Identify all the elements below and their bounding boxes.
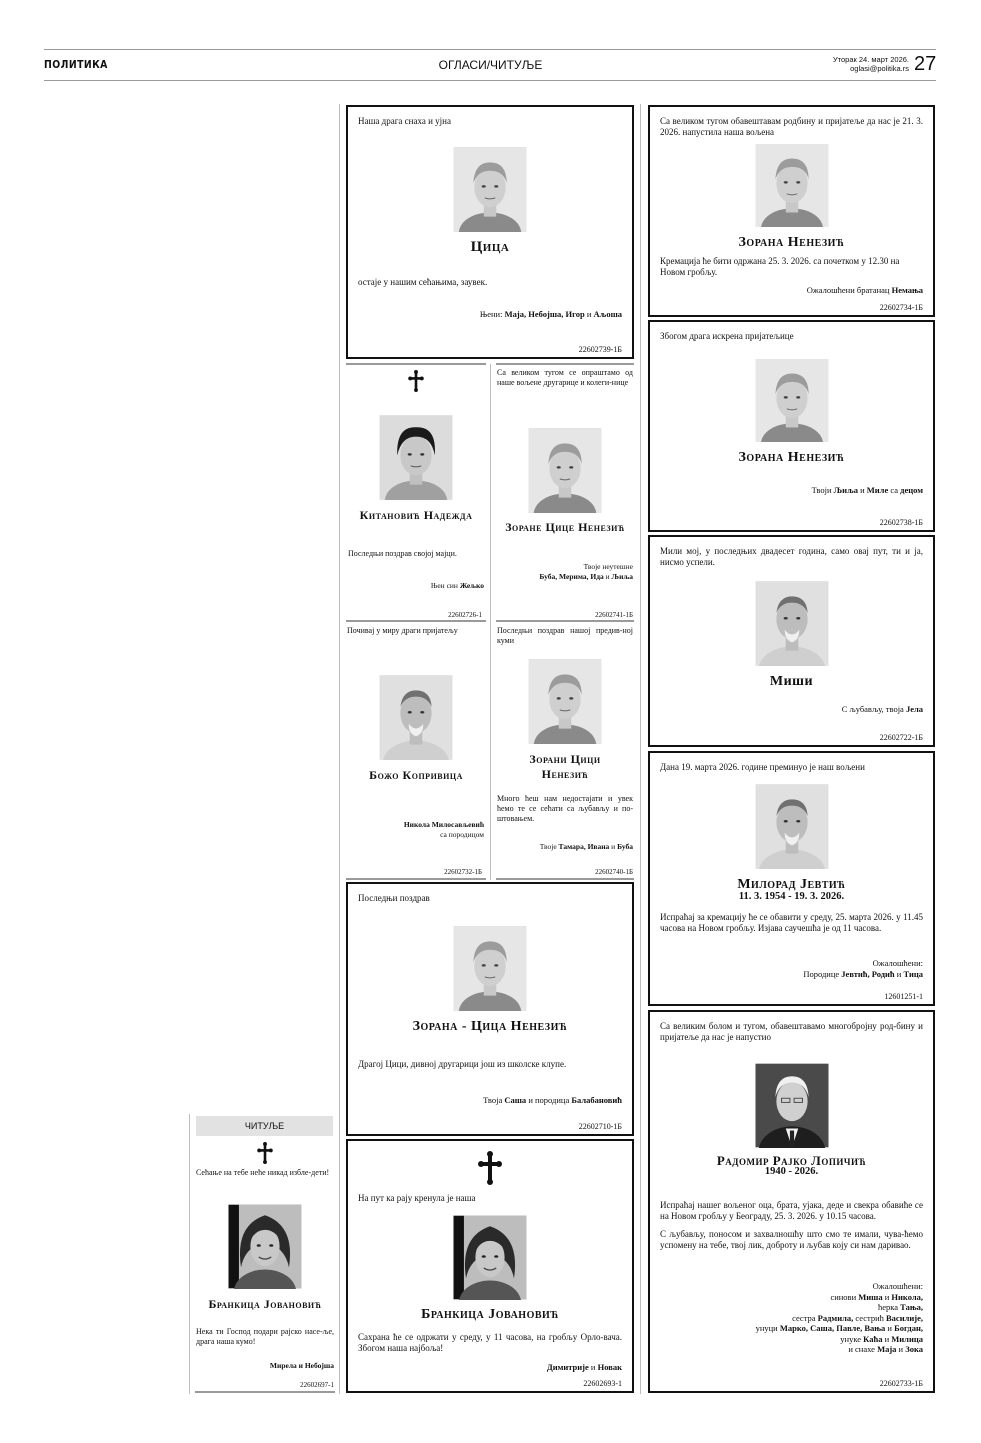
mourner-name: Радмила, (817, 1312, 854, 1323)
mourner-relation: унуке (840, 1333, 864, 1344)
obituary-intro: Дана 19. марта 2026. године преминуо је наш вољени (660, 762, 865, 772)
obituary-milorad-jevtic (648, 751, 935, 1006)
mourner-line (660, 1344, 923, 1355)
deceased-name: Бранкица Јовановић (208, 1297, 322, 1311)
ad-code: 22602733-1Б (879, 1379, 923, 1388)
newspaper-logo[interactable]: ПОЛИТИКА (44, 58, 108, 71)
mourner-name: Никола, (891, 1291, 923, 1302)
divider-rule (346, 878, 486, 880)
deceased-name: Милорад Јевтић (737, 877, 846, 892)
ad-code: 22602693-1 (583, 1379, 622, 1388)
ad-code: 22602741-1Б (595, 611, 633, 619)
sig-text: и (588, 1362, 598, 1372)
sig-names: Тица (903, 968, 923, 979)
sig-names: Љиља (833, 485, 858, 495)
name-line: Зорани Цици (529, 752, 601, 766)
orthodox-cross-icon (478, 1151, 502, 1185)
obituary-signature (358, 1095, 622, 1106)
section-title: ОГЛАСИ/ЧИТУЉЕ (438, 58, 543, 72)
sig-text: и (609, 842, 618, 851)
header-bottom-rule (44, 80, 936, 81)
mourner-name: Марко, Саша, Павле, Вања (779, 1323, 886, 1333)
obituary-signature (506, 842, 633, 852)
obituary-signature: Мирела и Небојша (269, 1361, 334, 1370)
obituary-text: Сахрана ће се одржати у среду, у 11 часова, на гробљу Орло-вача. Збогом наша најбоља! (358, 1332, 622, 1353)
portrait-photo (529, 659, 602, 744)
mourner-line (660, 1323, 923, 1334)
obituary-signature (358, 309, 622, 320)
sig-text: и (894, 968, 904, 979)
portrait-photo (755, 359, 828, 442)
ad-code: 22602710-1Б (578, 1122, 622, 1131)
mourner-relation: и (882, 1333, 892, 1344)
sig-text: Твоји (811, 485, 834, 495)
sig-names: Маја, Небојша, Игор (504, 309, 585, 319)
mourner-relation: и (896, 1344, 906, 1354)
deceased-name: Зорана Ненезић (738, 235, 845, 250)
obituary-text: С љубављу, поносом и захвалношћу што смо те имали, чува-ћемо успомену на тебе, твој лик, доброту и љубав коју си нам даривао. (660, 1229, 923, 1250)
deceased-name: Зоране Цице Ненезић (505, 520, 625, 534)
deceased-name: Цица (470, 239, 510, 255)
column-divider (490, 364, 491, 880)
sig-names: Димитрије (546, 1362, 589, 1372)
obituary-signature (660, 485, 923, 496)
mourner-line (660, 1302, 923, 1313)
sig-text: са породицом (440, 829, 484, 839)
obituary-intro: На пут ка рају кренула је наша (358, 1193, 476, 1203)
portrait-photo (454, 147, 527, 232)
ad-code: 22602697-1 (300, 1381, 334, 1389)
portrait-photo (380, 675, 453, 760)
sig-names: Буба (617, 842, 633, 851)
mourner-name: Василије, (886, 1312, 923, 1323)
obituary-signature (660, 285, 923, 296)
ad-code: 12601251-1 (884, 992, 923, 1001)
obituary-signature (660, 704, 923, 715)
sig-text: Твоје неутешне (583, 562, 633, 571)
ad-code: 22602732-1Б (444, 868, 482, 876)
sig-text: и (857, 485, 867, 495)
mourner-line (660, 1334, 923, 1345)
sidebar-heading: ЧИТУЉЕ (196, 1116, 333, 1136)
sig-names: Немања (891, 285, 923, 295)
sig-text: Ожалошћени братанац (806, 285, 892, 295)
obituary-text: Испраћај нашег вољеног оца, брата, ујака, деде и свекра обавиће се на Новом гробљу у Београду, 25. 3. 2026. у 10.15 часова. (660, 1200, 923, 1221)
column-divider (339, 104, 340, 1394)
obituary-kitanovic (346, 363, 486, 621)
sig-text: Њени: (479, 309, 505, 319)
portrait-photo (755, 1063, 828, 1148)
mourner-name: Маја (877, 1344, 897, 1354)
portrait-photo (380, 415, 453, 500)
sig-names: Аљоша (593, 309, 622, 319)
ad-code: 22602734-1Б (879, 303, 923, 312)
obituary-intro: Почивај у миру драги пријатељу (347, 626, 458, 635)
mourner-relation: и снахе (848, 1344, 878, 1354)
mourner-line (660, 1313, 923, 1324)
column-divider (640, 104, 641, 1394)
mourner-relation: унуци (755, 1323, 780, 1333)
mourner-line (660, 1292, 923, 1303)
obituary-zorani-cici (496, 620, 634, 878)
obituary-brankica-sidebar (195, 1137, 335, 1393)
obituary-signature (497, 562, 633, 581)
obituary-text: Последњи поздрав својој мајци. (348, 549, 457, 558)
sig-names: Тамара, Ивана (558, 842, 610, 851)
portrait-photo (529, 428, 602, 513)
orthodox-cross-icon (408, 370, 424, 392)
sig-text: и (584, 309, 594, 319)
obituary-text: Нека ти Господ подари рајско насе-ље, драга наша кумо! (196, 1327, 334, 1346)
sig-names: Новак (597, 1362, 622, 1372)
portrait-photo (755, 581, 828, 666)
sig-names: Јела (905, 704, 923, 714)
ad-code: 22602726-1 (448, 611, 482, 619)
obituary-zorane-cice (496, 363, 634, 621)
portrait-photo (454, 1215, 527, 1300)
mourner-name: Тања, (900, 1302, 923, 1312)
header-top-rule (44, 49, 936, 50)
portrait-photo (454, 926, 527, 1011)
sig-names: децом (900, 485, 923, 495)
divider-rule (496, 878, 634, 880)
ad-code: 22602739-1Б (578, 345, 622, 354)
deceased-name: Бранкица Јовановић (421, 1307, 559, 1322)
sig-names: Љиља (611, 571, 633, 581)
mourners-heading: Ожалошћени: (872, 1281, 923, 1291)
mourner-name: Зока (905, 1344, 923, 1354)
mourners-list (660, 1281, 923, 1355)
obituary-cica (346, 105, 634, 359)
page-number: 27 (914, 53, 937, 75)
ad-code: 22602738-1Б (879, 518, 923, 527)
obituary-radomir-lopicic (648, 1010, 935, 1393)
header-date-info (833, 55, 909, 73)
obituary-zorana-cica (346, 882, 634, 1136)
obituary-intro: Са великим болом и тугом, обавештавамо многобројну род-бину и пријатеље да нас је напустио (660, 1021, 923, 1042)
obituary-intro: Са великом тугом се опраштамо од наше вољене другарице и колеги-нице (497, 368, 633, 387)
mourner-relation: сестрић (853, 1312, 887, 1323)
obituary-bozo (346, 620, 486, 878)
header-date: Уторак 24. март 2026. (832, 55, 909, 64)
deceased-name (496, 752, 634, 782)
sig-text: Твоје (539, 842, 559, 851)
deceased-name: Божо Копривица (369, 768, 463, 782)
sig-names: Буба, Мерима, Ида (539, 571, 604, 581)
obituary-signature (356, 581, 484, 591)
obituary-intro: Последњи поздрав нашој предив-ној куми (497, 626, 633, 645)
deceased-name: Радомир Рајко Лопичић (716, 1153, 867, 1168)
deceased-name: Китановић Надежда (359, 508, 473, 522)
column-divider (189, 1114, 190, 1394)
obituary-zorana-nenezic-2 (648, 320, 935, 532)
sig-text: и (603, 571, 612, 581)
obituary-intro: Наша драга снаха и ујна (358, 116, 451, 126)
life-dates: 11. 3. 1954 - 19. 3. 2026. (738, 891, 845, 902)
obituary-text: Испраћај за кремацију ће се обавити у среду, 25. марта 2026. у 11.45 часова на Новом гробљу. Изјава саучешћа је од 11 часова. (660, 912, 923, 933)
obituary-intro: Мили мој, у последњих двадесет година, само овај пут, ти и ја, нисмо успели. (660, 546, 923, 567)
obituary-misi (648, 535, 935, 747)
sig-text: Њен син (430, 581, 460, 590)
sig-names: Балабановић (571, 1095, 622, 1105)
obituary-intro: Последњи поздрав (358, 893, 430, 903)
obituary-intro: Сећање на тебе неће никад избле-дети! (196, 1168, 330, 1177)
obituary-text: Много ћеш нам недостајати и увек ћемо те се сећати са љубављу и по-штовањем. (497, 794, 633, 823)
sig-names: Миле (866, 485, 889, 495)
life-dates: 1940 - 2026. (764, 1166, 819, 1177)
sig-text: Твоја (483, 1095, 505, 1105)
ad-code: 22602740-1Б (595, 868, 633, 876)
sig-text: са (888, 485, 901, 495)
portrait-photo (229, 1204, 302, 1289)
mourner-name: Миша (858, 1291, 883, 1302)
ad-code: 22602722-1Б (879, 733, 923, 742)
sig-names: Никола Милосављевић (403, 820, 484, 829)
name-line: Ненезић (541, 767, 589, 781)
sig-text: С љубављу, твоја (841, 704, 906, 714)
mourner-name: Каћа (863, 1333, 883, 1344)
portrait-photo (755, 784, 828, 869)
obituary-zorana-nenezic-1 (648, 105, 935, 317)
sig-text: и породица (526, 1095, 572, 1105)
obituary-signature (356, 820, 484, 839)
obituary-signature (660, 958, 923, 979)
mourner-name: Милица (891, 1333, 923, 1344)
header-email[interactable]: oglasi@politika.rs (850, 64, 909, 73)
sig-names: Саша (504, 1095, 527, 1105)
deceased-name: Зорана Ненезић (738, 450, 845, 465)
sig-text: Ожалошћени: (872, 958, 923, 968)
mourner-relation: ћерка (877, 1302, 901, 1312)
obituary-text: остаје у нашим сећањима, заувек. (358, 277, 488, 287)
obituary-intro: Збогом драга искрена пријатељице (660, 331, 794, 341)
mourner-relation: синови (830, 1291, 859, 1302)
portrait-photo (755, 144, 828, 227)
sig-names: Јевтић, Родић (841, 968, 895, 979)
obituary-text: Драгој Цици, дивној другарици још из школске клупе. (358, 1059, 567, 1069)
obituary-signature (358, 1362, 622, 1373)
deceased-name: Зорана - Цица Ненезић (412, 1019, 568, 1034)
orthodox-cross-icon (257, 1142, 273, 1164)
mourner-relation: сестра (792, 1312, 818, 1323)
obituary-brankica (346, 1139, 634, 1393)
mourner-name: Богдан, (894, 1323, 923, 1333)
obituary-text: Кремација ће бити одржана 25. 3. 2026. са почетком у 12.30 на Новом гробљу. (660, 256, 900, 277)
mourner-relation: и (885, 1323, 895, 1333)
deceased-name: Миши (769, 674, 814, 689)
sig-text: Породице (803, 968, 842, 979)
mourner-relation: и (882, 1291, 892, 1302)
sig-names: Жељко (459, 581, 484, 590)
obituary-intro: Са великом тугом обавештавам родбину и пријатеље да нас је 21. 3. 2026. напустила наша вољена (660, 116, 923, 137)
